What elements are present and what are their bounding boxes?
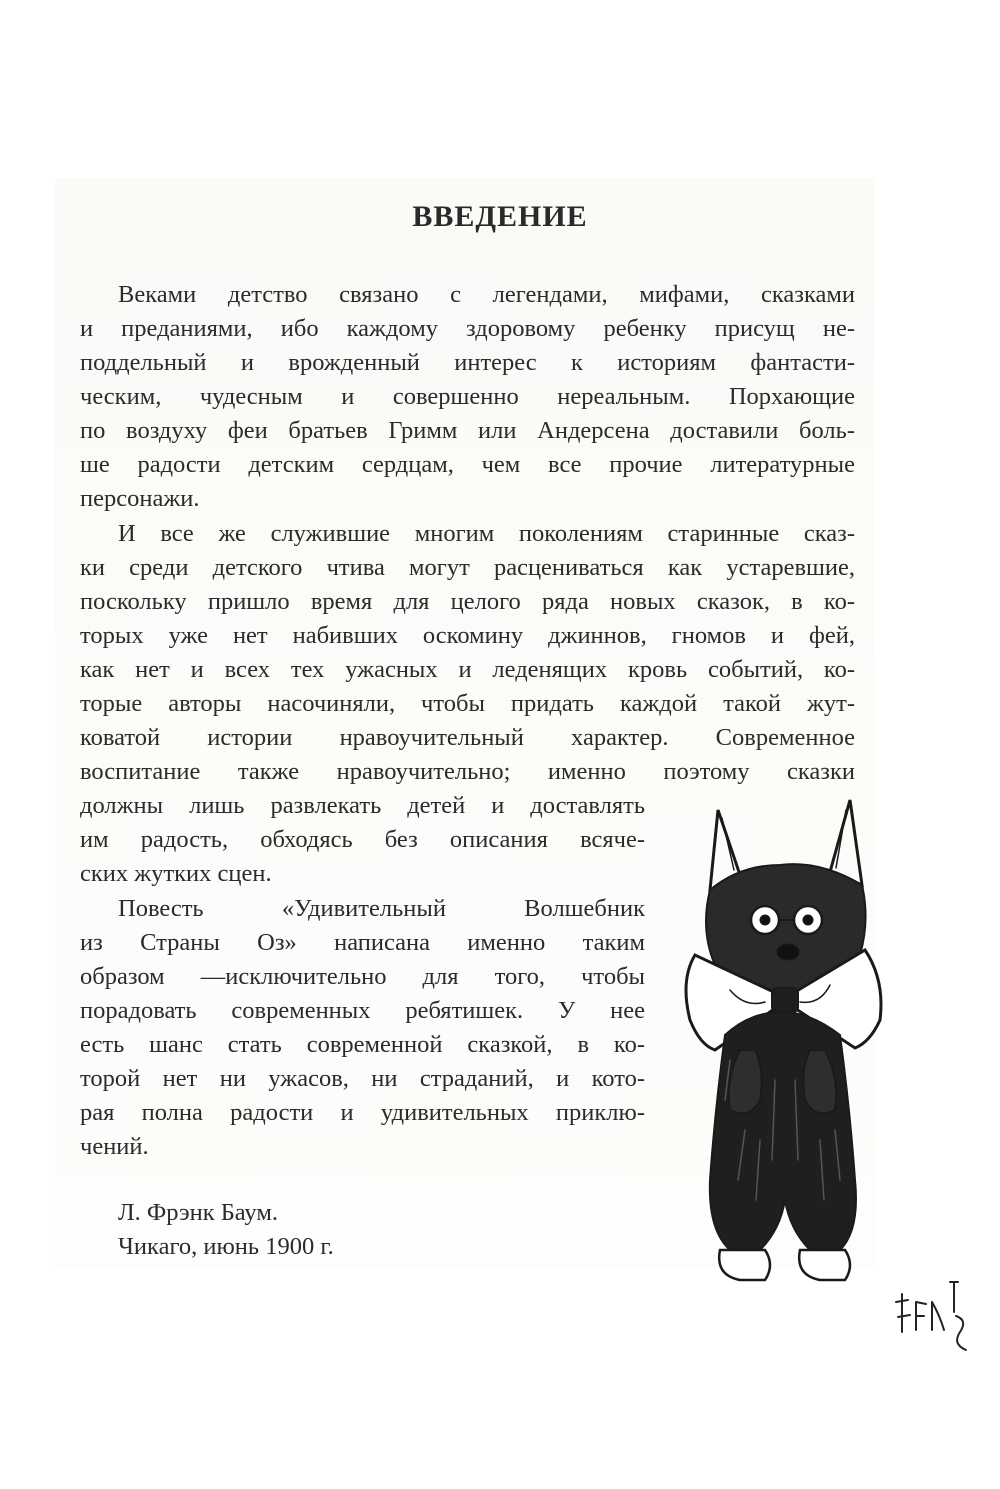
- text-line: ских жутких сцен.: [80, 860, 272, 887]
- text-line: должны лишь развлекать детей и доставлять: [80, 792, 645, 819]
- text-line: из Страны Оз» написана именно таким: [80, 929, 645, 956]
- text-line: торых уже нет набивших оскомину джиннов, гномов и фей,: [80, 622, 855, 649]
- text-line: Веками детство связано с легендами, мифами, сказками: [118, 281, 855, 308]
- text-line: Повесть «Удивительный Волшебник: [118, 895, 645, 922]
- text-line: чений.: [80, 1133, 149, 1160]
- text-line: как нет и всех тех ужасных и леденящих кровь событий, ко-: [80, 656, 855, 683]
- text-line: ческим, чудесным и совершенно нереальным. Порхающие: [80, 383, 855, 410]
- text-line: рая полна радости и удивительных приклю-: [80, 1099, 645, 1126]
- text-line: по воздуху феи братьев Гримм или Андерсена доставили боль-: [80, 417, 855, 444]
- text-line: ки среди детского чтива могут расцениваться как устаревшие,: [80, 554, 855, 581]
- text-line: поддельный и врожденный интерес к историям фантасти-: [80, 349, 855, 376]
- text-line: и преданиями, ибо каждому здоровому ребенку присущ не-: [80, 315, 855, 342]
- artist-monogram-icon: [888, 1272, 978, 1352]
- dog-illustration: [670, 780, 895, 1290]
- text-line: воспитание также нравоучительно; именно поэтому сказки: [80, 758, 855, 785]
- text-line: образом —исключительно для того, чтобы: [80, 963, 645, 990]
- text-line: торые авторы насочиняли, чтобы придать каждой такой жут-: [80, 690, 855, 717]
- text-line: им радость, обходясь без описания всяче-: [80, 826, 645, 853]
- text-line: поскольку пришло время для целого ряда новых сказок, в ко-: [80, 588, 855, 615]
- place-date: Чикаго, июнь 1900 г.: [118, 1233, 334, 1260]
- text-line: порадовать современных ребятишек. У нее: [80, 997, 645, 1024]
- text-line: персонажи.: [80, 485, 200, 512]
- text-line: ше радости детским сердцам, чем все прочие литературные: [80, 451, 855, 478]
- text-line: коватой истории нравоучительный характер. Современное: [80, 724, 855, 751]
- page-title: ВВЕДЕНИЕ: [412, 200, 588, 233]
- author-signature: Л. Фрэнк Баум.: [118, 1199, 278, 1226]
- text-line: есть шанс стать современной сказкой, в ко-: [80, 1031, 645, 1058]
- text-line: торой нет ни ужасов, ни страданий, и кото-: [80, 1065, 645, 1092]
- text-line: И все же служившие многим поколениям старинные сказ-: [118, 520, 855, 547]
